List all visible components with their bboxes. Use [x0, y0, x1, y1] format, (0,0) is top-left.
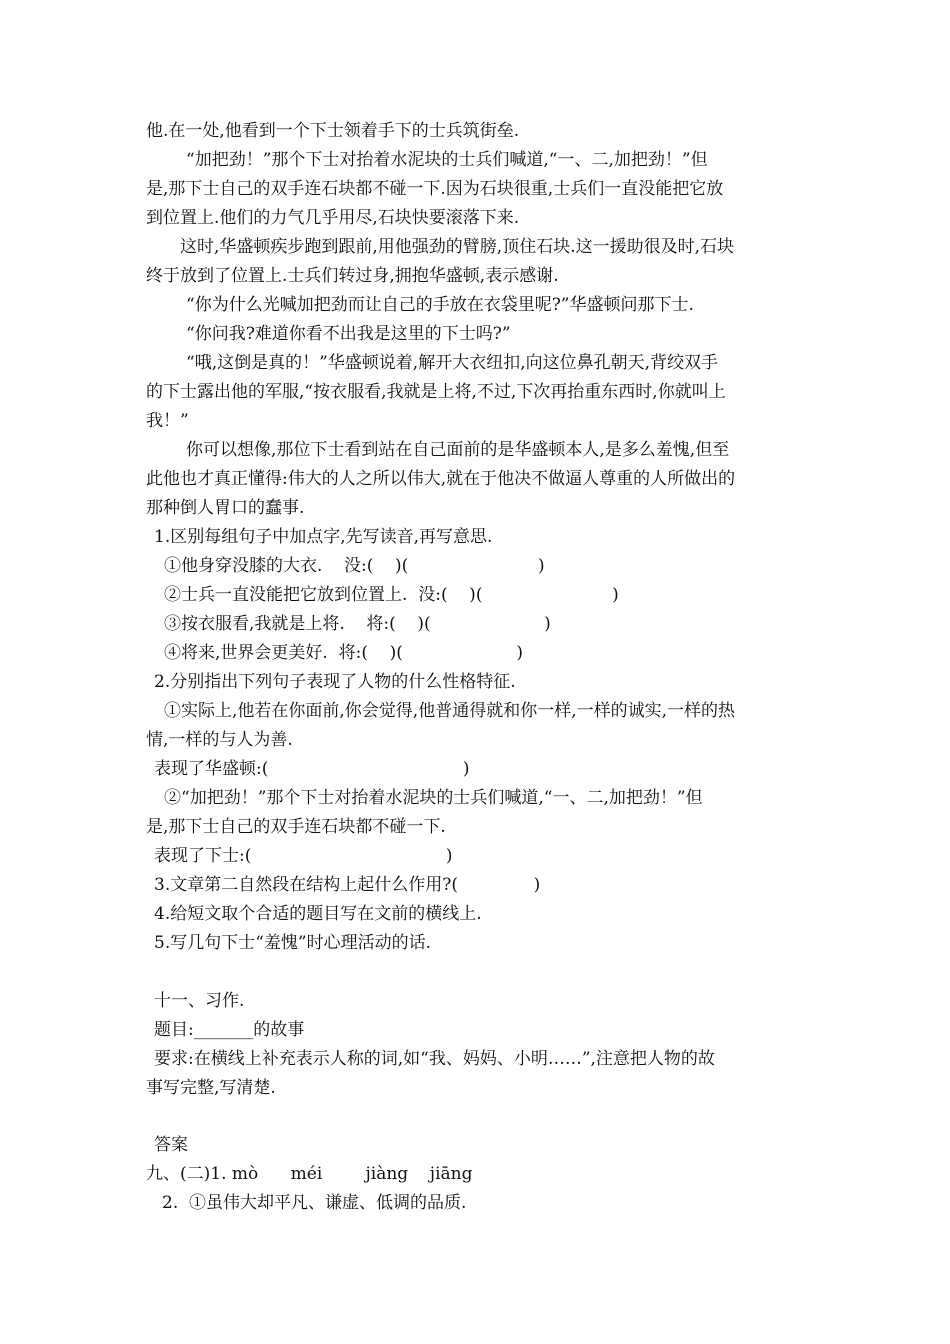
composition-topic: 题目:_______的故事 — [154, 1020, 305, 1040]
composition-heading: 十一、习作. — [154, 991, 245, 1011]
question-line: ④将来,世界会更美好. 将:( )( ) — [164, 643, 523, 663]
passage-line: 他.在一处,他看到一个下士领着手下的士兵筑街垒. — [146, 121, 520, 141]
question-line: ②士兵一直没能把它放到位置上. 没:( )( ) — [164, 585, 619, 605]
passage-line: 终于放到了位置上.士兵们转过身,拥抱华盛顿,表示感谢. — [146, 266, 559, 286]
question-line: 表现了华盛顿:( ) — [154, 759, 470, 779]
passage-line: 这时,华盛顿疾步跑到跟前,用他强劲的臂膀,顶住石块.这一援助很及时,石块 — [180, 237, 735, 257]
passage-line: 那种倒人胃口的蠢事. — [146, 498, 305, 518]
passage-line: 你可以想像,那位下士看到站在自己面前的是华盛顿本人,是多么羞愧,但至 — [186, 440, 730, 460]
question-line: 3.文章第二自然段在结构上起什么作用?( ) — [154, 875, 541, 895]
passage-line: 到位置上.他们的力气几乎用尽,石块快要滚落下来. — [146, 208, 520, 228]
question-line: 是,那下士自己的双手连石块都不碰一下. — [146, 817, 446, 837]
passage-line: 是,那下士自己的双手连石块都不碰一下.因为石块很重,士兵们一直没能把它放 — [146, 179, 724, 199]
question-line: 5.写几句下士“羞愧”时心理活动的话. — [154, 933, 432, 953]
question-line: ②“加把劲！”那个下士对抬着水泥块的士兵们喊道,“一、二,加把劲！”但 — [164, 788, 703, 808]
passage-line: “你问我?难道你看不出我是这里的下士吗?” — [186, 324, 511, 344]
question-line: ①他身穿没膝的大衣. 没:( )( ) — [164, 556, 545, 576]
passage-line: “哦,这倒是真的！”华盛顿说着,解开大衣纽扣,向这位鼻孔朝天,背绞双手 — [186, 353, 718, 373]
question-line: 表现了下士:( ) — [154, 846, 453, 866]
passage-line: 的下士露出他的军服,“按衣服看,我就是上将,不过,下次再抬重东西时,你就叫上 — [146, 382, 726, 402]
answer-line: 2. ①虽伟大却平凡、谦虚、低调的品质. — [162, 1193, 467, 1213]
composition-requirement: 要求:在横线上补充表示人称的词,如“我、妈妈、小明……”,注意把人物的故 — [154, 1049, 715, 1069]
answers-heading: 答案 — [154, 1135, 188, 1155]
answer-line: 九、(二)1. mò méi jiàng jiāng — [146, 1164, 473, 1184]
passage-line: “你为什么光喊加把劲而让自己的手放在衣袋里呢?”华盛顿问那下士. — [186, 295, 694, 315]
passage-line: 此他也才真正懂得:伟大的人之所以伟大,就在于他决不做逼人尊重的人所做出的 — [146, 469, 736, 489]
question-line: 1.区别每组句子中加点字,先写读音,再写意思. — [154, 527, 493, 547]
passage-line: 我！” — [146, 411, 189, 431]
question-line: 情,一样的与人为善. — [146, 730, 293, 750]
question-line: 2.分别指出下列句子表现了人物的什么性格特征. — [154, 672, 516, 692]
passage-line: “加把劲！”那个下士对抬着水泥块的士兵们喊道,“一、二,加把劲！”但 — [186, 150, 708, 170]
question-line: ①实际上,他若在你面前,你会觉得,他普通得就和你一样,一样的诚实,一样的热 — [164, 701, 736, 721]
question-line: 4.给短文取个合适的题目写在文前的横线上. — [154, 904, 482, 924]
composition-requirement: 事写完整,写清楚. — [146, 1078, 276, 1098]
question-line: ③按衣服看,我就是上将. 将:( )( ) — [164, 614, 551, 634]
